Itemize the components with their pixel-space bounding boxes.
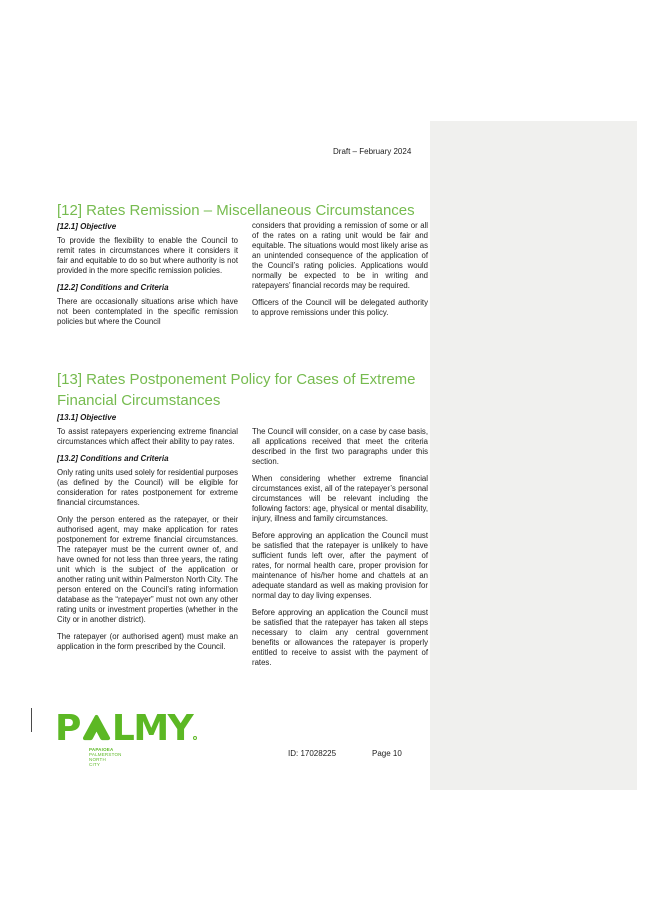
paragraph: Before approving an application the Council must be satisfied that the ratepayer is unlikely to have sufficient funds left over, after the payment of rates, for normal health care, proper provision for maintenance of his/her home and chattels at an adequate standard as well as making provision for normal day to day living expenses.	[252, 531, 428, 600]
palmy-logo	[55, 708, 197, 749]
header-date: Draft – February 2024	[333, 147, 412, 156]
logo-peak-icon	[82, 714, 111, 741]
margin-crop-mark	[31, 708, 32, 732]
paragraph: The Council will consider, on a case by case basis, all applications received that meet the criteria described in the first two paragraphs under this section.	[252, 427, 428, 466]
section-12-right-column	[252, 221, 428, 325]
side-gray-panel	[430, 121, 637, 790]
paragraph: There are occasionally situations arise which have not been contemplated in the specific remission policies but where the Council	[57, 297, 238, 326]
section-12-1-subheading: [12.1] Objective	[57, 222, 117, 231]
paragraph: Officers of the Council will be delegated authority to approve remissions under this policy.	[252, 298, 428, 317]
section-12-left-column	[57, 221, 238, 334]
section-13-left-column	[57, 412, 238, 659]
paragraph: The ratepayer (or authorised agent) must make an application in the form prescribed by the Council.	[57, 632, 238, 651]
paragraph: When considering whether extreme financial circumstances exist, all of the ratepayer’s personal circumstances will be relevant including the following factors: age, physical or mental disability, injury, illness and family circumstances.	[252, 474, 428, 523]
section-12-heading: [12] Rates Remission – Miscellaneous Circumstances	[57, 202, 415, 219]
paragraph: Only rating units used solely for residential purposes (as defined by the Council) will be eligible for consideration for rates postponement for extreme financial circumstances.	[57, 468, 238, 507]
footer-page-number: Page 10	[372, 749, 402, 758]
section-12-2-subheading: [12.2] Conditions and Criteria	[57, 283, 169, 292]
logo-tagline	[89, 747, 122, 767]
section-13-heading-line1: [13] Rates Postponement Policy for Cases of Extreme	[57, 371, 416, 388]
tagline-line: CITY	[89, 762, 101, 767]
paragraph: considers that providing a remission of some or all of the rates on a rating unit would be fair and equitable. The situations would most likely arise as an unintended consequence of the application of the Council’s rating policies. Applications would normally be expected to be in writing and ratepayers’ financial records may be required.	[252, 221, 428, 290]
paragraph: Before approving an application the Council must be satisfied that the ratepayer has taken all steps necessary to claim any central government benefits or allowances the ratepayer is properly entitled to receive to assist with the payment of rates.	[252, 608, 428, 667]
tagline-line: PAPAIOEA	[89, 747, 114, 752]
footer-document-id: ID: 17028225	[288, 749, 337, 758]
paragraph: To provide the flexibility to enable the Council to remit rates in circumstances where it considers it fair and equitable to do so but where authority is not provided in the more specific remission policies.	[57, 236, 238, 275]
section-13-2-subheading: [13.2] Conditions and Criteria	[57, 454, 169, 463]
logo-letters-lmy: LMY	[111, 708, 193, 749]
section-13-heading	[57, 369, 447, 411]
tagline-line: NORTH	[89, 757, 106, 762]
logo-letter-p: P	[55, 708, 80, 749]
section-13-heading-line2: Financial Circumstances	[57, 392, 221, 409]
paragraph: To assist ratepayers experiencing extreme financial circumstances which affect their ability to pay rates.	[57, 427, 238, 446]
section-13-1-subheading: [13.1] Objective	[57, 413, 117, 422]
tagline-line: PALMERSTON	[89, 752, 122, 757]
trademark-icon	[193, 736, 197, 740]
paragraph: Only the person entered as the ratepayer, or their authorised agent, may make application for rates postponement for extreme financial circumstances. The ratepayer must be the current owner of, and have owned for not less than three years, the rating unit which is the subject of the application or another rating unit within Palmerston North City. The person entered on the Council’s rating information database as the “ratepayer” must not own any other rating units or investment properties (whether in the City or in another district).	[57, 515, 238, 624]
section-13-right-column	[252, 427, 428, 675]
